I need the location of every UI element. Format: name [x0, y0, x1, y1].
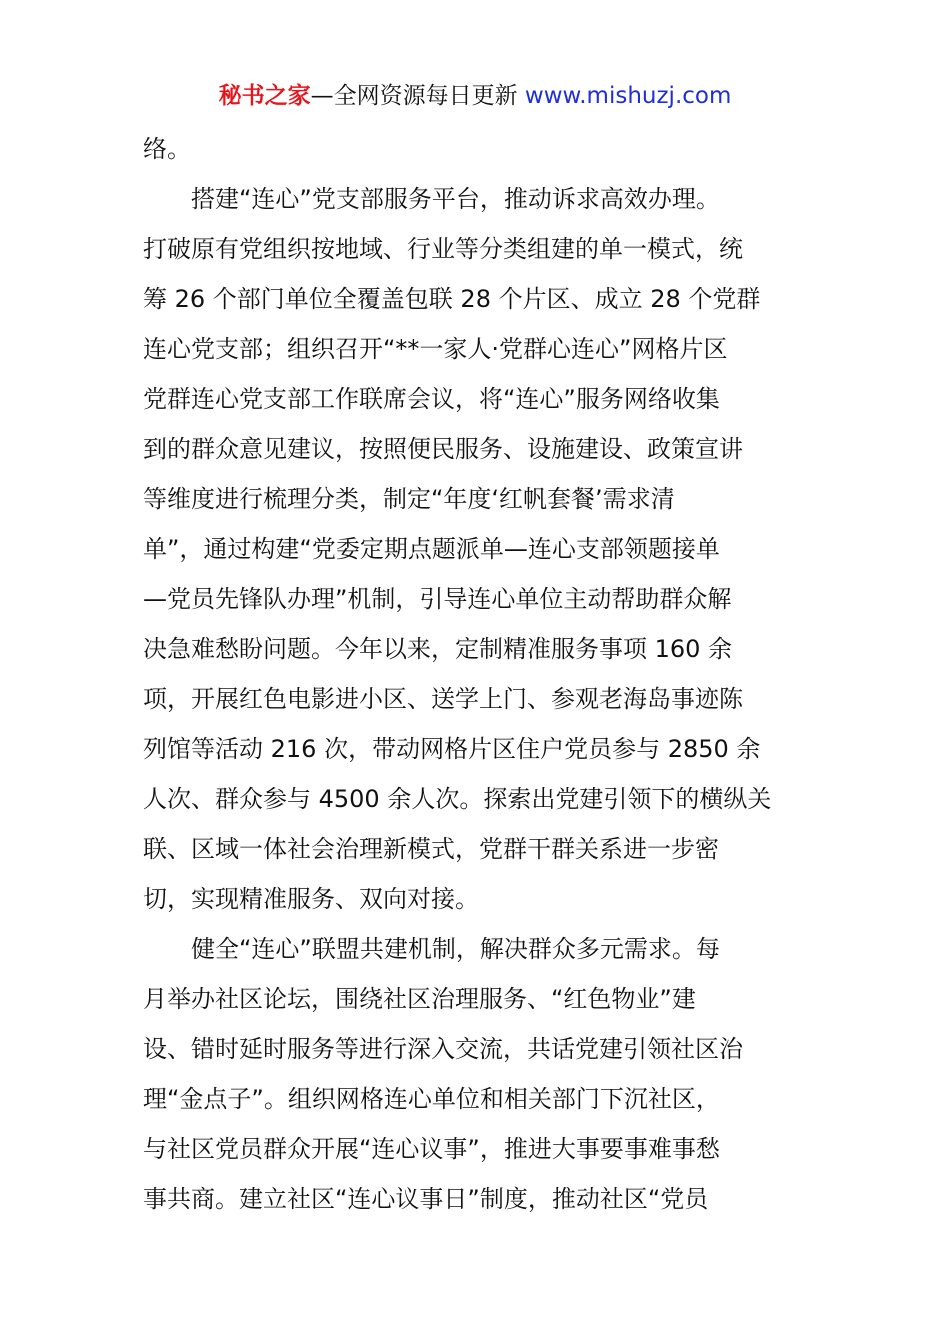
- text-line: 等维度进行梳理分类，制定“年度‘红帆套餐’需求清: [143, 485, 675, 513]
- text-line: 健全“连心”联盟共建机制，解决群众多元需求。每: [191, 935, 720, 963]
- text-line: 络。: [143, 135, 191, 163]
- text-line: —党员先锋队办理”机制，引导连心单位主动帮助群众解: [143, 585, 732, 613]
- page-header: [0, 80, 950, 112]
- text-line: 月举办社区论坛，围绕社区治理服务、“红色物业”建: [143, 985, 696, 1013]
- text-line: 搭建“连心”党支部服务平台，推动诉求高效办理。: [191, 185, 720, 213]
- text-line: 决急难愁盼问题。今年以来，定制精准服务事项 160 余: [143, 635, 733, 663]
- text-line: 人次、群众参与 4500 余人次。探索出党建引领下的横纵关: [143, 785, 772, 813]
- text-line: 单”，通过构建“党委定期点题派单—连心支部领题接单: [143, 535, 720, 563]
- text-line: 联、区域一体社会治理新模式，党群干群关系进一步密: [143, 835, 719, 863]
- document-body: [143, 124, 807, 1224]
- text-line: 设、错时延时服务等进行深入交流，共话党建引领社区治: [143, 1035, 743, 1063]
- text-line: 项，开展红色电影进小区、送学上门、参观老海岛事迹陈: [143, 685, 743, 713]
- text-line: 到的群众意见建议，按照便民服务、设施建设、政策宣讲: [143, 435, 743, 463]
- text-line: 筹 26 个部门单位全覆盖包联 28 个片区、成立 28 个党群: [143, 285, 761, 313]
- brand-name: 秘书之家: [218, 83, 311, 109]
- text-line: 打破原有党组织按地域、行业等分类组建的单一模式，统: [143, 235, 743, 263]
- text-line: 理“金点子”。组织网格连心单位和相关部门下沉社区，: [143, 1085, 720, 1113]
- header-url-link[interactable]: www.mishuzj.com: [524, 83, 732, 109]
- text-line: 事共商。建立社区“连心议事日”制度，推动社区“党员: [143, 1185, 709, 1213]
- header-tagline: —全网资源每日更新: [310, 83, 525, 109]
- text-line: 与社区党员群众开展“连心议事”，推进大事要事难事愁: [143, 1135, 720, 1163]
- text-line: 列馆等活动 216 次，带动网格片区住户党员参与 2850 余: [143, 735, 761, 763]
- text-line: 切，实现精准服务、双向对接。: [143, 885, 479, 913]
- text-line: 连心党支部；组织召开“**一家人·党群心连心”网格片区: [143, 335, 728, 363]
- text-line: 党群连心党支部工作联席会议，将“连心”服务网络收集: [143, 385, 720, 413]
